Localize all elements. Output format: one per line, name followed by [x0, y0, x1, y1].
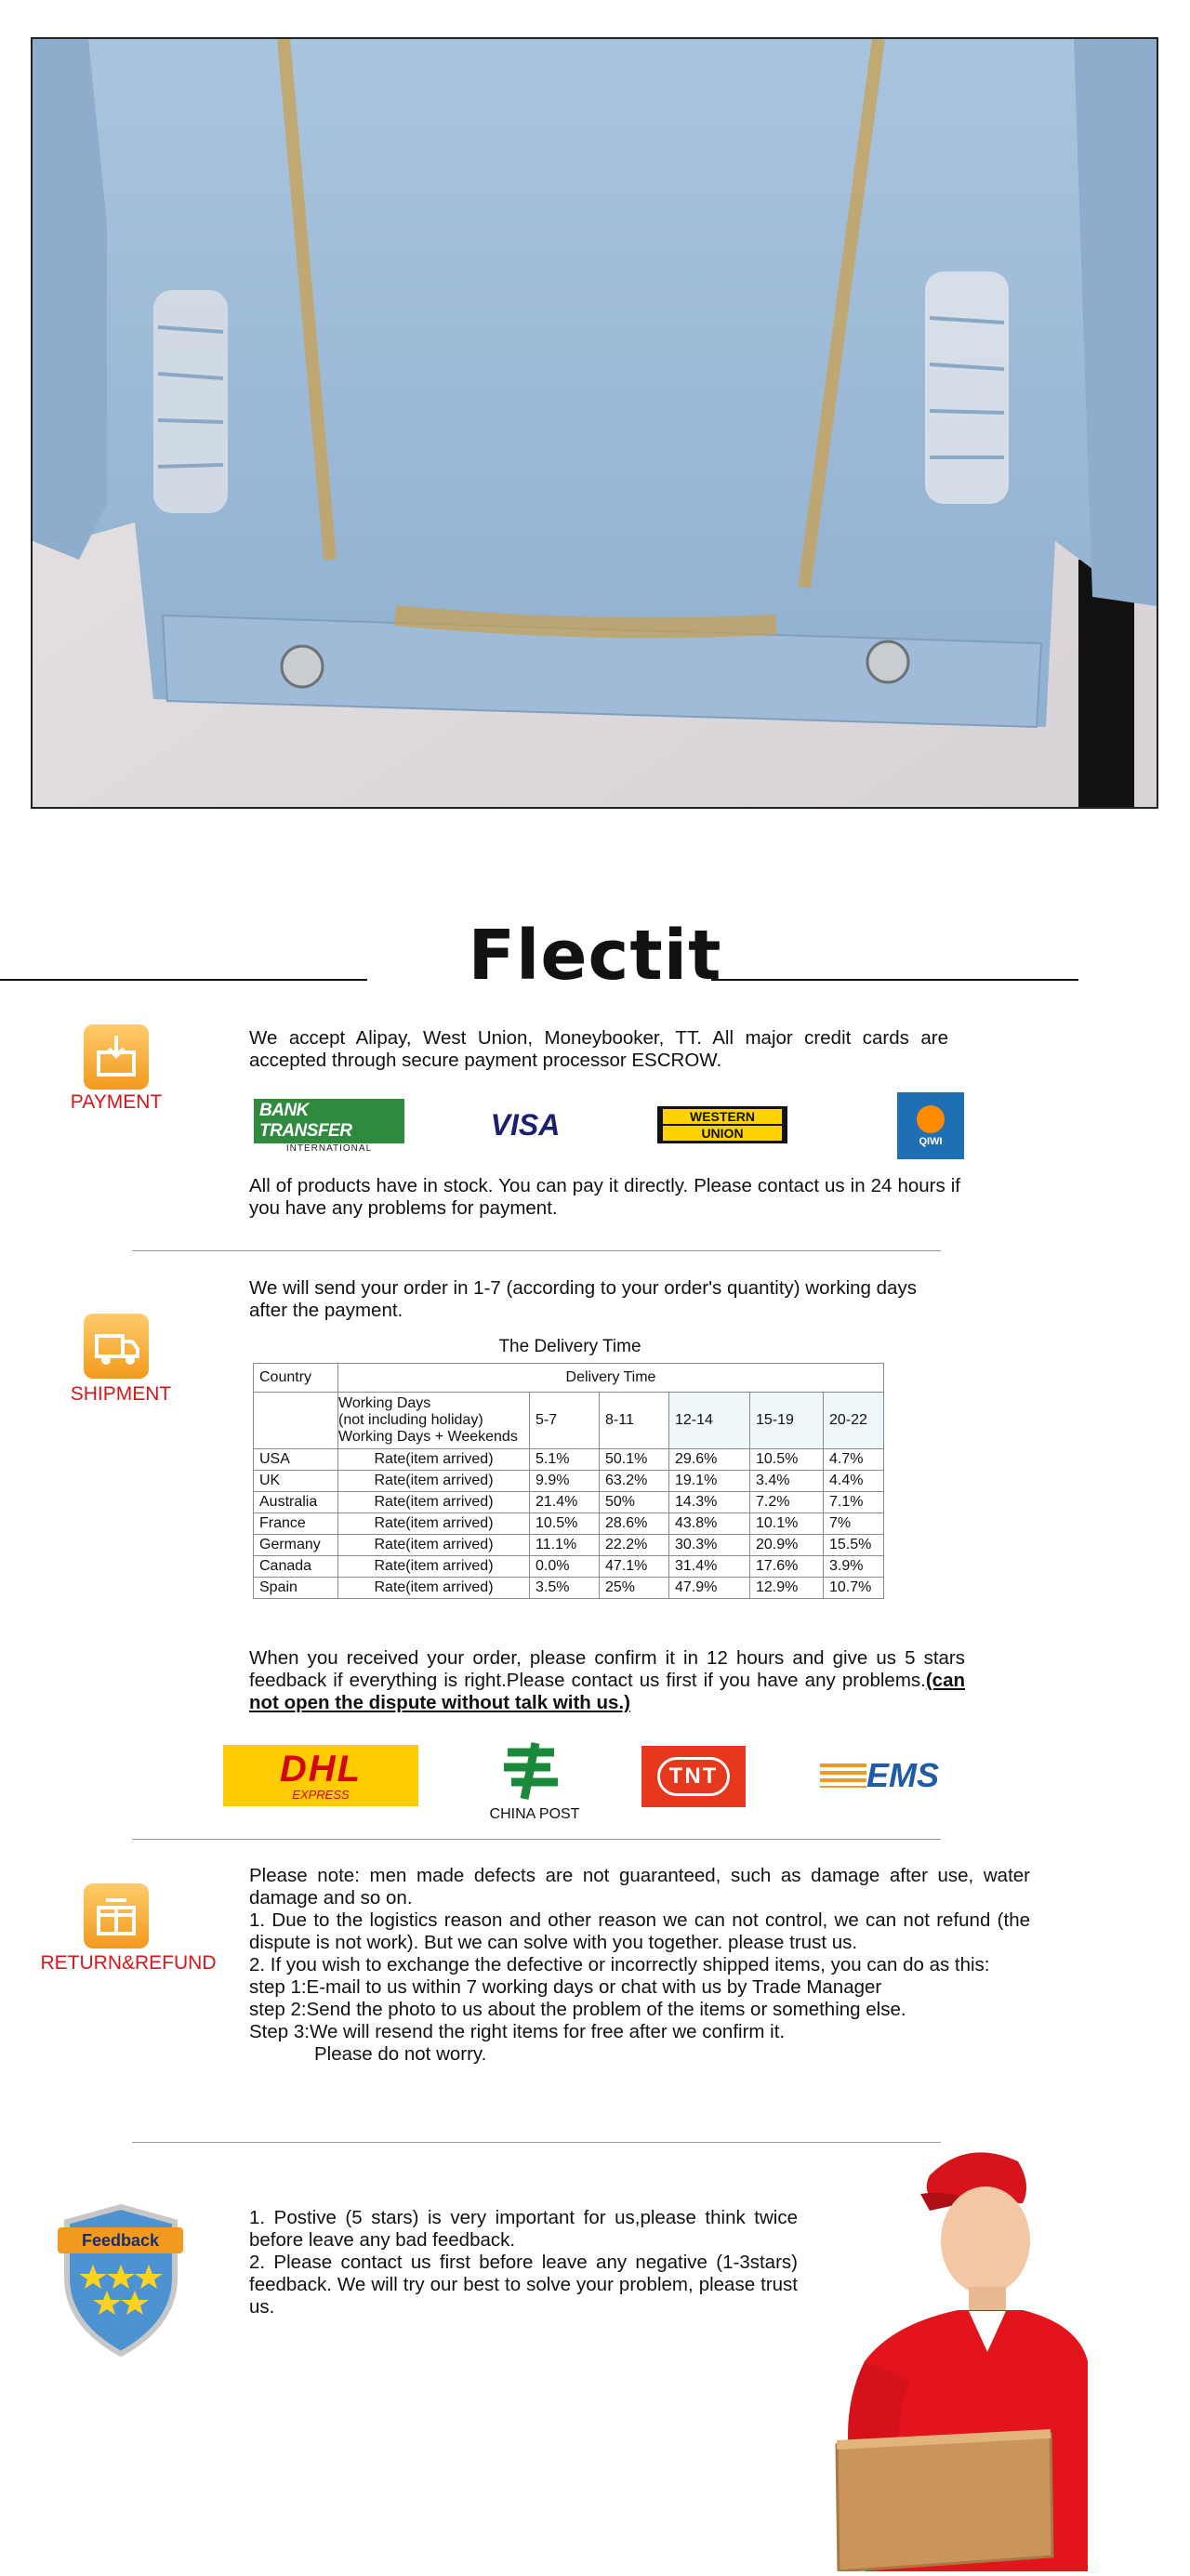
range-header: 12-14 — [669, 1393, 750, 1449]
feedback-text — [249, 2207, 798, 2318]
country-cell: USA — [254, 1449, 338, 1471]
refund-line: step 1:E-mail to us within 7 working days or chat with us by Trade Manager — [249, 1976, 882, 1998]
china-post-text: CHINA POST — [489, 1806, 580, 1822]
value-cell: 28.6% — [600, 1513, 669, 1535]
value-cell: 12.9% — [750, 1578, 824, 1599]
working-days-line2: (not including holiday) — [338, 1412, 483, 1428]
delivery-row — [254, 1449, 884, 1471]
value-cell: 29.6% — [669, 1449, 750, 1471]
country-cell: Spain — [254, 1578, 338, 1599]
value-cell: 7.2% — [750, 1492, 824, 1513]
rate-cell: Rate(item arrived) — [338, 1513, 530, 1535]
qiwi-logo — [897, 1092, 964, 1159]
china-post-logo — [465, 1735, 604, 1828]
china-post-icon — [498, 1739, 571, 1803]
brand-title: Flectit — [468, 916, 722, 996]
tnt-text: TNT — [657, 1757, 731, 1796]
value-cell: 30.3% — [669, 1535, 750, 1556]
value-cell: 14.3% — [669, 1492, 750, 1513]
rate-cell: Rate(item arrived) — [338, 1556, 530, 1578]
qiwi-icon — [917, 1105, 945, 1133]
refund-line: Please do not worry. — [314, 2043, 487, 2065]
value-cell: 47.9% — [669, 1578, 750, 1599]
delivery-row — [254, 1492, 884, 1513]
payment-intro: We accept Alipay, West Union, Moneybooker, TT. All major credit cards are accepted through secure payment processor ESCROW. — [249, 1027, 948, 1071]
value-cell: 0.0% — [530, 1556, 600, 1578]
shipment-icon — [84, 1314, 149, 1379]
value-cell: 43.8% — [669, 1513, 750, 1535]
value-cell: 10.5% — [750, 1449, 824, 1471]
delivery-row — [254, 1471, 884, 1492]
refund-line: Step 3:We will resend the right items for free after we confirm it. — [249, 2021, 786, 2042]
value-cell: 47.1% — [600, 1556, 669, 1578]
value-cell: 50.1% — [600, 1449, 669, 1471]
shipment-label: SHIPMENT — [70, 1383, 172, 1405]
value-cell: 4.4% — [824, 1471, 884, 1492]
refund-line: step 2:Send the photo to us about the problem of the items or something else. — [249, 1999, 906, 2020]
confirm-text-bold: (can not open the dispute without talk with us.) — [249, 1670, 965, 1713]
delivery-time-header: Delivery Time — [338, 1364, 884, 1393]
country-cell: Germany — [254, 1535, 338, 1556]
delivery-row — [254, 1556, 884, 1578]
refund-line: Please note: men made defects are not guaranteed, such as damage after use, water damage and so on. — [249, 1865, 1030, 1909]
value-cell: 7.1% — [824, 1492, 884, 1513]
refund-line: 2. If you wish to exchange the defective or incorrectly shipped items, you can do as this: — [249, 1954, 990, 1975]
feedback-badge-text: Feedback — [58, 2227, 183, 2253]
separator — [132, 1250, 941, 1251]
value-cell: 21.4% — [530, 1492, 600, 1513]
bank-transfer-sub: INTERNATIONAL — [285, 1143, 373, 1154]
range-header: 5-7 — [530, 1393, 600, 1449]
range-header: 8-11 — [600, 1393, 669, 1449]
value-cell: 22.2% — [600, 1535, 669, 1556]
value-cell: 10.5% — [530, 1513, 600, 1535]
confirm-text — [249, 1647, 965, 1714]
empty-cell — [254, 1393, 338, 1449]
payment-note: All of products have in stock. You can pay it directly. Please contact us in 24 hours if you have any problems for payment. — [249, 1175, 960, 1219]
visa-logo: VISA — [490, 1107, 561, 1142]
value-cell: 10.1% — [750, 1513, 824, 1535]
dhl-text: DHL — [279, 1748, 363, 1790]
value-cell: 3.9% — [824, 1556, 884, 1578]
tnt-logo — [641, 1746, 746, 1807]
rate-cell: Rate(item arrived) — [338, 1578, 530, 1599]
delivery-table-title: The Delivery Time — [498, 1337, 641, 1356]
value-cell: 20.9% — [750, 1535, 824, 1556]
feedback-badge — [58, 2203, 183, 2361]
value-cell: 15.5% — [824, 1535, 884, 1556]
denim-jacket-image — [33, 39, 1157, 807]
ems-text: EMS — [866, 1756, 939, 1794]
delivery-row — [254, 1513, 884, 1535]
refund-icon — [84, 1883, 149, 1949]
value-cell: 31.4% — [669, 1556, 750, 1578]
delivery-row — [254, 1578, 884, 1599]
dhl-sub: EXPRESS — [292, 1787, 350, 1802]
value-cell: 5.1% — [530, 1449, 600, 1471]
country-cell: Australia — [254, 1492, 338, 1513]
working-days-cell — [338, 1393, 530, 1449]
working-days-line1: Working Days — [338, 1395, 431, 1411]
ems-logo — [809, 1752, 950, 1799]
refund-text — [249, 1865, 1030, 2066]
ems-stripes — [820, 1764, 866, 1788]
working-days-line3: Working Days + Weekends — [338, 1429, 518, 1445]
refund-label: RETURN&REFUND — [40, 1952, 217, 1974]
bank-transfer-logo — [254, 1100, 404, 1154]
value-cell: 17.6% — [750, 1556, 824, 1578]
delivery-table — [253, 1363, 884, 1599]
rate-cell: Rate(item arrived) — [338, 1471, 530, 1492]
western-union-line2: UNION — [663, 1126, 782, 1141]
value-cell: 10.7% — [824, 1578, 884, 1599]
rate-cell: Rate(item arrived) — [338, 1535, 530, 1556]
feedback-line: 1. Postive (5 stars) is very important for us,please think twice before leave any bad feedback. — [249, 2207, 798, 2251]
western-union-logo — [657, 1106, 787, 1143]
country-header: Country — [254, 1364, 338, 1393]
country-cell: Canada — [254, 1556, 338, 1578]
value-cell: 11.1% — [530, 1535, 600, 1556]
product-photo — [31, 37, 1158, 809]
feedback-line: 2. Please contact us first before leave any negative (1-3stars) feedback. We will try our best to solve your problem, please trust us. — [249, 2252, 798, 2318]
value-cell: 25% — [600, 1578, 669, 1599]
shipment-intro: We will send your order in 1-7 (according to your order's quantity) working days after the payment. — [249, 1277, 917, 1321]
value-cell: 50% — [600, 1492, 669, 1513]
value-cell: 3.4% — [750, 1471, 824, 1492]
dhl-logo — [223, 1745, 418, 1806]
confirm-text-main: When you received your order, please confirm it in 12 hours and give us 5 stars feedback if everything is right.Please contact us first if you have any problems. — [249, 1647, 965, 1691]
western-union-line1: WESTERN — [663, 1109, 782, 1124]
range-header: 20-22 — [824, 1393, 884, 1449]
separator — [132, 1839, 941, 1840]
value-cell: 3.5% — [530, 1578, 600, 1599]
delivery-man-image — [809, 2138, 1088, 2571]
country-cell: UK — [254, 1471, 338, 1492]
value-cell: 4.7% — [824, 1449, 884, 1471]
value-cell: 63.2% — [600, 1471, 669, 1492]
refund-line: 1. Due to the logistics reason and other reason we can not control, we can not refund (the dispute is not work). But we can solve with you together. please trust us. — [249, 1909, 1030, 1953]
qiwi-text: QIWI — [919, 1135, 943, 1147]
country-cell: France — [254, 1513, 338, 1535]
delivery-row — [254, 1535, 884, 1556]
value-cell: 19.1% — [669, 1471, 750, 1492]
value-cell: 9.9% — [530, 1471, 600, 1492]
range-header: 15-19 — [750, 1393, 824, 1449]
rate-cell: Rate(item arrived) — [338, 1492, 530, 1513]
value-cell: 7% — [824, 1513, 884, 1535]
bank-transfer-text: BANK TRANSFER — [254, 1099, 404, 1143]
payment-label: PAYMENT — [70, 1091, 163, 1113]
payment-icon — [84, 1024, 149, 1090]
rate-cell: Rate(item arrived) — [338, 1449, 530, 1471]
